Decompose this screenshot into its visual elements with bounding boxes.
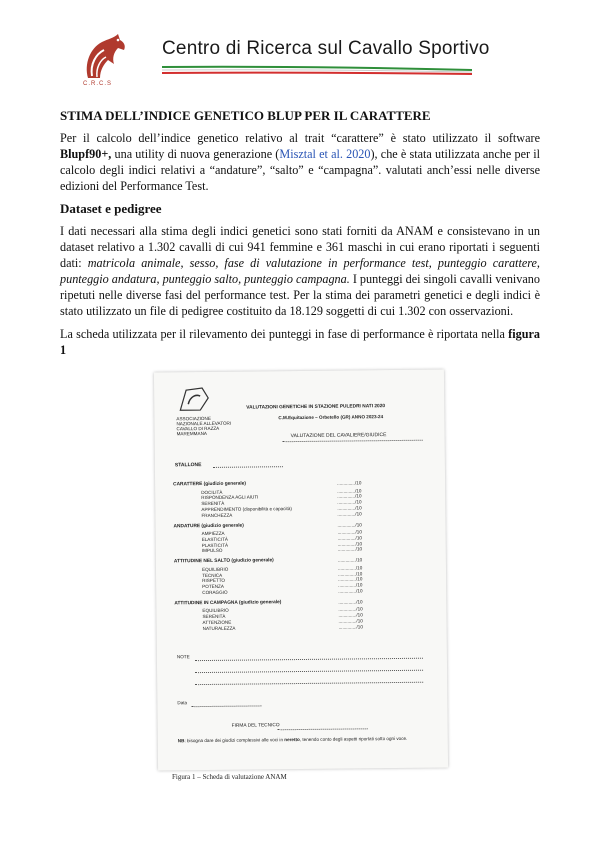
score-dots: ..............: [338, 606, 357, 612]
score-suffix: /10: [355, 487, 362, 493]
score-dots: ..............: [337, 565, 356, 571]
para1-text: Per il calcolo dell’indice genetico relativo al trait “carattere” è stato utilizzato il software: [60, 131, 540, 145]
figure-caption: Figura 1 – Scheda di valutazione ANAM: [172, 773, 287, 781]
paragraph-software: [60, 130, 540, 194]
criterion-score-field: [337, 488, 361, 493]
score-dots: ..............: [338, 570, 356, 577]
score-suffix: /10: [355, 576, 363, 582]
score-dots: ..............: [338, 618, 357, 624]
criterion-score-field: [337, 494, 361, 499]
criterion-label: APPRENDIMENTO (disponibilità e capacità): [201, 505, 292, 512]
section-heading: ANDATURE (giudizio generale): [173, 523, 244, 529]
para1-text: ), che è stata utilizzata anche per il calcolo degli indici relativi a “andature”, “salto” e “campagna”. valutati anch’essi nelle diverse edizioni del Performance Test.: [60, 147, 540, 193]
score-suffix: /10: [356, 582, 363, 588]
data-fields-list: matricola animale, sesso, fase di valutazione in performance test, punteggio carattere, punteggio andatura, punteggio salto, punteggio campagna.: [60, 256, 540, 286]
section-score-field: [338, 522, 362, 527]
criterion-label: FRANCHEZZA: [201, 512, 233, 518]
stallone-label: STALLONE: [174, 462, 202, 469]
data-label: Data: [177, 700, 188, 706]
judge-label: VALUTAZIONE DEL CAVALIERE/GIUDICE: [290, 432, 387, 440]
score-suffix: /10: [356, 588, 363, 594]
criterion-label: RISPONDENZA AGLI AIUTI: [201, 494, 259, 501]
criterion-score-field: [339, 618, 363, 623]
score-dots: ..............: [337, 541, 356, 547]
org-title: Centro di Ricerca sul Cavallo Sportivo: [162, 38, 490, 59]
note-line: [195, 670, 423, 673]
criterion-score-field: [338, 588, 362, 593]
criterion-score-field: [338, 541, 362, 546]
criterion-score-field: [338, 535, 362, 540]
score-dots: ..............: [337, 511, 356, 517]
criterion-label: EQUILIBRIO: [201, 566, 229, 572]
section-score-field: [338, 558, 362, 563]
dataset-heading: Dataset e pedigree: [60, 201, 162, 216]
score-dots: ..............: [338, 588, 357, 594]
software-name: Blupf90+,: [60, 147, 112, 161]
criterion-score-field: [339, 624, 363, 629]
paragraph-figure-ref: [60, 326, 540, 358]
stallone-line: [213, 466, 283, 468]
figure-evaluation-form: [154, 369, 448, 770]
score-suffix: /10: [354, 480, 362, 486]
score-dots: ..............: [338, 599, 357, 605]
assoc-line: ASSOCIAZIONE: [176, 415, 211, 422]
score-suffix: /10: [355, 570, 363, 576]
note-line: [195, 682, 423, 685]
para1-text: una utility di nuova generazione (: [111, 147, 280, 161]
criterion-score-field: [337, 499, 361, 504]
score-suffix: /10: [355, 521, 362, 527]
section-heading: ATTITUDINE IN CAMPAGNA (giudizio generale): [174, 599, 282, 607]
form-subtitle: C.M.Equitazione – Orbetello (GR) ANNO 2023-24: [278, 414, 384, 421]
document-body: [60, 108, 540, 365]
criterion-score-field: [338, 607, 362, 612]
paragraph-dataset: [60, 223, 540, 319]
score-suffix: /10: [355, 499, 362, 505]
form-title: VALUTAZIONI GENETICHE IN STAZIONE PULEDRI NATI 2020: [246, 404, 386, 411]
criterion-score-field: [337, 505, 361, 510]
criterion-score-field: [337, 511, 361, 516]
assoc-horse-logo-icon: [176, 384, 212, 414]
date-line: [191, 705, 261, 707]
criterion-label: DOCILITÀ: [201, 489, 223, 495]
score-suffix: /10: [355, 511, 362, 517]
criterion-score-field: [338, 571, 362, 576]
criterion-score-field: [338, 565, 362, 570]
score-suffix: /10: [355, 546, 363, 552]
para2-text: I punteggi dei singoli cavalli venivano ripetuti nelle diverse fasi del performance test. Per la stima dei parametri genetici e degli indici è stato utilizzato un file di pedigree costituito da 18.129 soggetti di cui 1.302 con osservazioni.: [60, 272, 540, 318]
criterion-label: SERENITÀ: [201, 500, 225, 507]
score-dots: ..............: [338, 576, 357, 582]
section-title: STIMA DELL’INDICE GENETICO BLUP PER IL CARATTERE: [60, 108, 431, 123]
nb-emphasis: neretto: [284, 737, 300, 743]
assoc-line: MAREMMANA: [176, 430, 207, 437]
score-dots: ..............: [338, 582, 357, 588]
criterion-label: CORAGGIO: [202, 589, 228, 595]
criterion-label: PLASTICITÀ: [201, 542, 229, 548]
score-suffix: /10: [356, 618, 363, 624]
nb-text: : bisogna dare dei giudizi complessivi alle voci in: [184, 737, 285, 744]
score-dots: ..............: [337, 529, 356, 535]
assoc-name: [176, 416, 231, 437]
criterion-label: ELASTICITÀ: [201, 536, 228, 542]
score-suffix: /10: [355, 557, 363, 563]
score-suffix: /10: [356, 606, 363, 612]
note-line: [195, 658, 423, 661]
italian-flag-stripes: [162, 64, 472, 76]
score-dots: ..............: [337, 535, 356, 541]
score-dots: ..............: [338, 612, 357, 618]
criterion-label: ATTENZIONE: [202, 619, 232, 625]
criterion-label: SERENITÀ: [202, 613, 226, 620]
score-dots: ..............: [337, 493, 356, 499]
nb-note: [178, 736, 428, 745]
crcs-horse-logo-icon: [78, 30, 130, 82]
assoc-line: NAZIONALE ALLEVATORI: [176, 420, 232, 427]
score-suffix: /10: [356, 599, 363, 605]
criterion-label: TECNICA: [202, 572, 223, 578]
score-dots: ..............: [337, 480, 355, 486]
criterion-label: NATURALEZZA: [202, 625, 236, 631]
section-heading: CARATTERE (giudizio generale): [173, 481, 247, 488]
citation-link[interactable]: Misztal et al. 2020: [279, 147, 371, 161]
score-suffix: /10: [355, 493, 362, 499]
score-suffix: /10: [355, 565, 363, 571]
signature-line: [278, 728, 368, 730]
logo-subtitle: C.R.C.S: [83, 81, 113, 87]
score-suffix: /10: [356, 612, 363, 618]
score-dots: ..............: [337, 505, 356, 511]
score-dots: ..............: [338, 624, 357, 630]
section-score-field: [337, 480, 361, 485]
criterion-score-field: [338, 577, 362, 582]
assoc-line: CAVALLO DI RAZZA: [176, 425, 220, 432]
criterion-label: POTENZA: [202, 583, 224, 590]
nb-text: , tenendo conto degli aspetti riportati sotto ogni voce.: [299, 735, 408, 743]
figure-reference: figura 1: [60, 327, 540, 357]
section-heading: ATTITUDINE NEL SALTO (giudizio generale): [173, 558, 274, 565]
para2-text: I dati necessari alla stima degli indici genetici sono stati forniti da ANAM e consistevano in un dataset relativo a 1.302 cavalli di cui 941 femmine e 361 maschi in cui erano riportati i seguenti dati:: [60, 224, 540, 270]
firma-label: FIRMA DEL TECNICO: [231, 723, 280, 729]
para3-text: La scheda utilizzata per il rilevamento dei punteggi in fase di performance è riportata nella: [60, 327, 509, 341]
criterion-score-field: [338, 529, 362, 534]
score-suffix: /10: [356, 623, 363, 630]
note-label: NOTE: [176, 654, 190, 660]
score-dots: ..............: [337, 546, 356, 553]
criterion-label: EQUILIBRIO: [202, 607, 229, 614]
score-dots: ..............: [337, 487, 356, 494]
criterion-label: IMPULSO: [201, 548, 223, 554]
criterion-label: RISPETTO: [202, 578, 226, 584]
judge-line: [283, 440, 423, 442]
score-dots: ..............: [337, 557, 356, 563]
nb-label: NB: [177, 738, 185, 744]
score-suffix: /10: [355, 505, 362, 511]
criterion-score-field: [338, 612, 362, 617]
section-score-field: [338, 599, 362, 604]
score-dots: ..............: [337, 499, 356, 505]
criterion-score-field: [338, 582, 362, 587]
score-suffix: /10: [355, 535, 362, 541]
criterion-score-field: [338, 547, 362, 552]
criterion-label: AMPIEZZA: [201, 530, 225, 537]
score-dots: ..............: [337, 521, 356, 528]
score-suffix: /10: [355, 529, 362, 535]
score-suffix: /10: [355, 540, 363, 547]
